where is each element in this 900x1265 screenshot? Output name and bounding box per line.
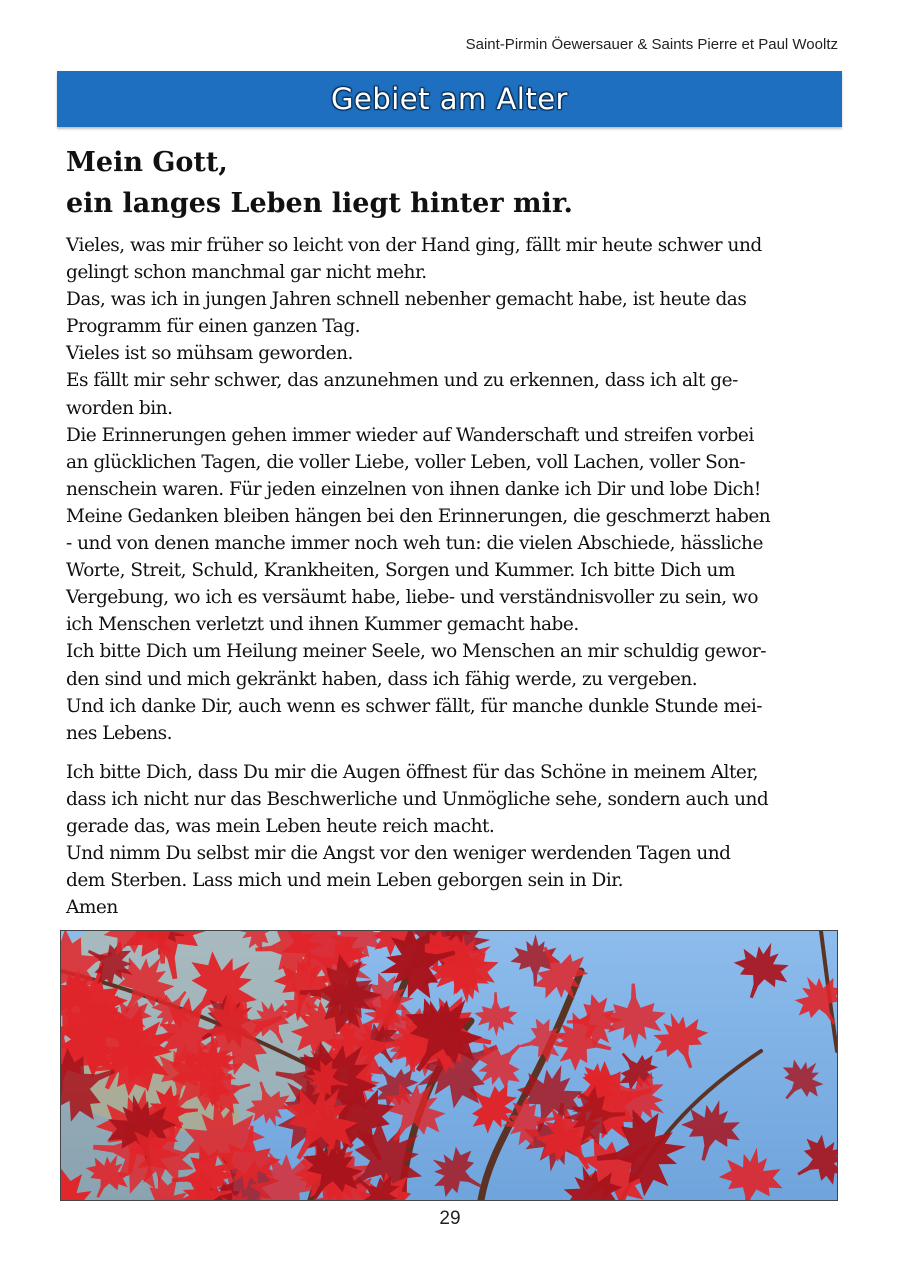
text-line: Und ich danke Dir, auch wenn es schwer fällt, für manche dunkle Stunde mei- [66, 695, 763, 717]
text-line: Es fällt mir sehr schwer, das anzunehmen und zu erkennen, dass ich alt ge- [66, 370, 738, 392]
section-banner [57, 71, 842, 127]
text-line: worden bin. [66, 397, 173, 419]
page-number: 29 [439, 1208, 461, 1229]
autumn-maple-leaves-photo [60, 930, 838, 1201]
text-line: Amen [66, 897, 118, 919]
running-header: Saint-Pirmin Öewersauer & Saints Pierre et Paul Wooltz [465, 36, 838, 53]
text-line: Vergebung, wo ich es versäumt habe, liebe- und verständnisvoller zu sein, wo [66, 587, 758, 609]
text-line: gerade das, was mein Leben heute reich macht. [66, 816, 495, 838]
text-line: Und nimm Du selbst mir die Angst vor den weniger werdenden Tagen und [66, 843, 731, 865]
text-line: Ich bitte Dich um Heilung meiner Seele, wo Menschen an mir schuldig gewor- [66, 641, 766, 663]
prayer-body-part-1 [66, 232, 856, 747]
prayer-body-part-2 [66, 759, 856, 922]
text-line: nenschein waren. Für jeden einzelnen von ihnen danke ich Dir und lobe Dich! [66, 478, 761, 500]
text-line: Worte, Streit, Schuld, Krankheiten, Sorgen und Kummer. Ich bitte Dich um [66, 560, 735, 582]
text-line: Vieles ist so mühsam geworden. [66, 343, 353, 365]
prayer-heading [66, 142, 573, 224]
text-line: Programm für einen ganzen Tag. [66, 316, 361, 338]
text-line: gelingt schon manchmal gar nicht mehr. [66, 262, 427, 284]
heading-line-1: Mein Gott, [66, 147, 228, 178]
text-line: Ich bitte Dich, dass Du mir die Augen öffnest für das Schöne in meinem Alter, [66, 762, 759, 783]
heading-line-2: ein langes Leben liegt hinter mir. [66, 188, 573, 219]
text-line: dass ich nicht nur das Beschwerliche und Unmögliche sehe, sondern auch und [66, 789, 769, 811]
text-line: Die Erinnerungen gehen immer wieder auf Wanderschaft und streifen vorbei [66, 424, 754, 446]
banner-title: Gebiet am Alter [331, 82, 568, 116]
text-line: nes Lebens. [66, 722, 173, 744]
text-line: dem Sterben. Lass mich und mein Leben geborgen sein in Dir. [66, 870, 623, 892]
text-line: Vieles, was mir früher so leicht von der Hand ging, fällt mir heute schwer und [66, 235, 762, 256]
photo-illustration [61, 931, 837, 1200]
text-line: ich Menschen verletzt und ihnen Kummer gemacht habe. [66, 614, 579, 636]
text-line: an glücklichen Tagen, die voller Liebe, voller Leben, voll Lachen, voller Son- [66, 451, 746, 473]
text-line: Meine Gedanken bleiben hängen bei den Erinnerungen, die geschmerzt haben [66, 505, 771, 527]
text-line: Das, was ich in jungen Jahren schnell nebenher gemacht habe, ist heute das [66, 289, 747, 311]
text-line: den sind und mich gekränkt haben, dass ich fähig werde, zu vergeben. [66, 668, 698, 690]
text-line: - und von denen manche immer noch weh tun: die vielen Abschiede, hässliche [66, 533, 763, 555]
